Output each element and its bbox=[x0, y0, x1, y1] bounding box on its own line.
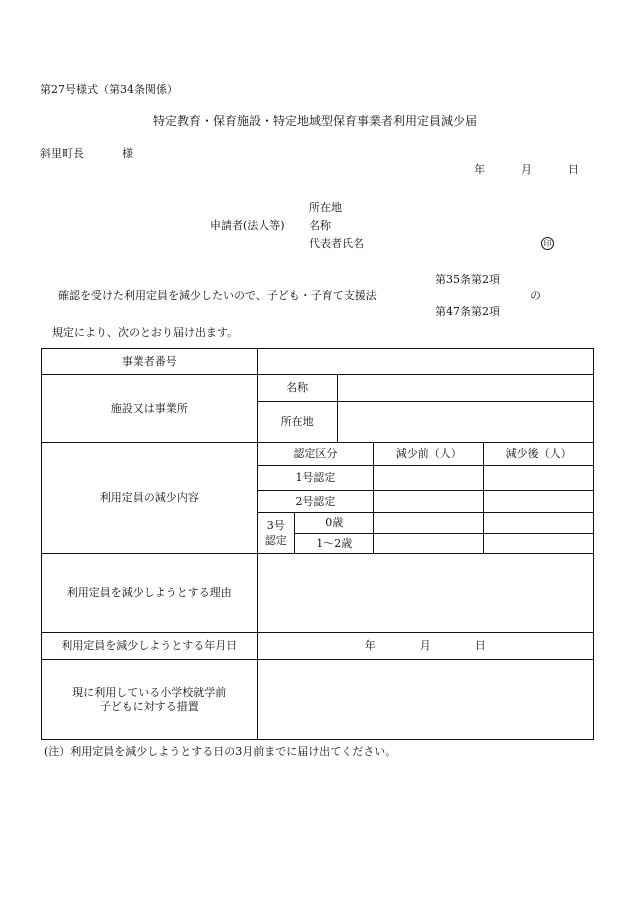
cert3-label: 3号認定 bbox=[257, 513, 295, 554]
cert1-after-field[interactable] bbox=[484, 466, 594, 491]
seal-mark: 印 bbox=[541, 237, 554, 250]
addressee-honorific: 様 bbox=[122, 147, 133, 160]
reduction-date-label: 利用定員を減少しようとする年月日 bbox=[42, 633, 258, 660]
cert2-after-field[interactable] bbox=[484, 491, 594, 513]
article-47: 第47条第2項 bbox=[435, 305, 500, 318]
before-header: 減少前（人） bbox=[374, 443, 484, 466]
age0-after-field[interactable] bbox=[484, 513, 594, 534]
reduction-content-label: 利用定員の減少内容 bbox=[42, 443, 258, 554]
after-header: 減少後（人） bbox=[484, 443, 594, 466]
age12-label: 1～2歳 bbox=[295, 534, 374, 554]
age0-label: 0歳 bbox=[295, 513, 374, 534]
footnote: (注）利用定員を減少しようとする日の3月前までに届け出てください。 bbox=[44, 745, 397, 758]
facility-name-field[interactable] bbox=[337, 375, 593, 402]
measures-field[interactable] bbox=[257, 660, 594, 740]
applicant-name-label: 名称 bbox=[309, 219, 331, 232]
body-line-2: 規定により、次のとおり届け出ます。 bbox=[52, 326, 239, 339]
age12-after-field[interactable] bbox=[484, 534, 594, 554]
business-number-label: 事業者番号 bbox=[42, 349, 258, 375]
date-day-label: 日 bbox=[474, 639, 486, 652]
cert1-before-field[interactable] bbox=[374, 466, 484, 491]
form-table bbox=[41, 348, 594, 740]
addressee-name: 斜里町長 bbox=[40, 147, 84, 160]
reason-field[interactable] bbox=[257, 554, 594, 633]
date-month-label: 月 bbox=[419, 639, 431, 652]
body-particle: の bbox=[530, 289, 541, 302]
business-number-field[interactable] bbox=[257, 349, 594, 375]
category-header: 認定区分 bbox=[257, 443, 374, 466]
reduction-date-field[interactable] bbox=[257, 633, 594, 660]
article-35: 第35条第2項 bbox=[435, 273, 500, 286]
page-title: 特定教育・保育施設・特定地域型保育事業者利用定員減少届 bbox=[152, 114, 477, 128]
header-year-label: 年 bbox=[474, 163, 485, 176]
applicant-label: 申請者(法人等) bbox=[210, 219, 285, 232]
header-month-label: 月 bbox=[521, 163, 532, 176]
representative-label: 代表者氏名 bbox=[309, 237, 364, 250]
cert2-label: 2号認定 bbox=[257, 491, 374, 513]
age0-before-field[interactable] bbox=[374, 513, 484, 534]
measures-label: 現に利用している小学校就学前 子どもに対する措置 bbox=[42, 660, 258, 740]
reason-label: 利用定員を減少しようとする理由 bbox=[42, 554, 258, 633]
facility-address-label: 所在地 bbox=[257, 402, 337, 443]
cert1-label: 1号認定 bbox=[257, 466, 374, 491]
date-year-label: 年 bbox=[364, 639, 376, 652]
form-number: 第27号様式（第34条関係） bbox=[40, 83, 178, 96]
body-line-1: 確認を受けた利用定員を減少したいので、子ども・子育て支援法 bbox=[58, 289, 377, 302]
applicant-address-label: 所在地 bbox=[309, 201, 342, 214]
facility-name-label: 名称 bbox=[257, 375, 337, 402]
cert2-before-field[interactable] bbox=[374, 491, 484, 513]
facility-label: 施設又は事業所 bbox=[42, 375, 258, 443]
header-day-label: 日 bbox=[568, 163, 579, 176]
age12-before-field[interactable] bbox=[374, 534, 484, 554]
facility-address-field[interactable] bbox=[337, 402, 593, 443]
